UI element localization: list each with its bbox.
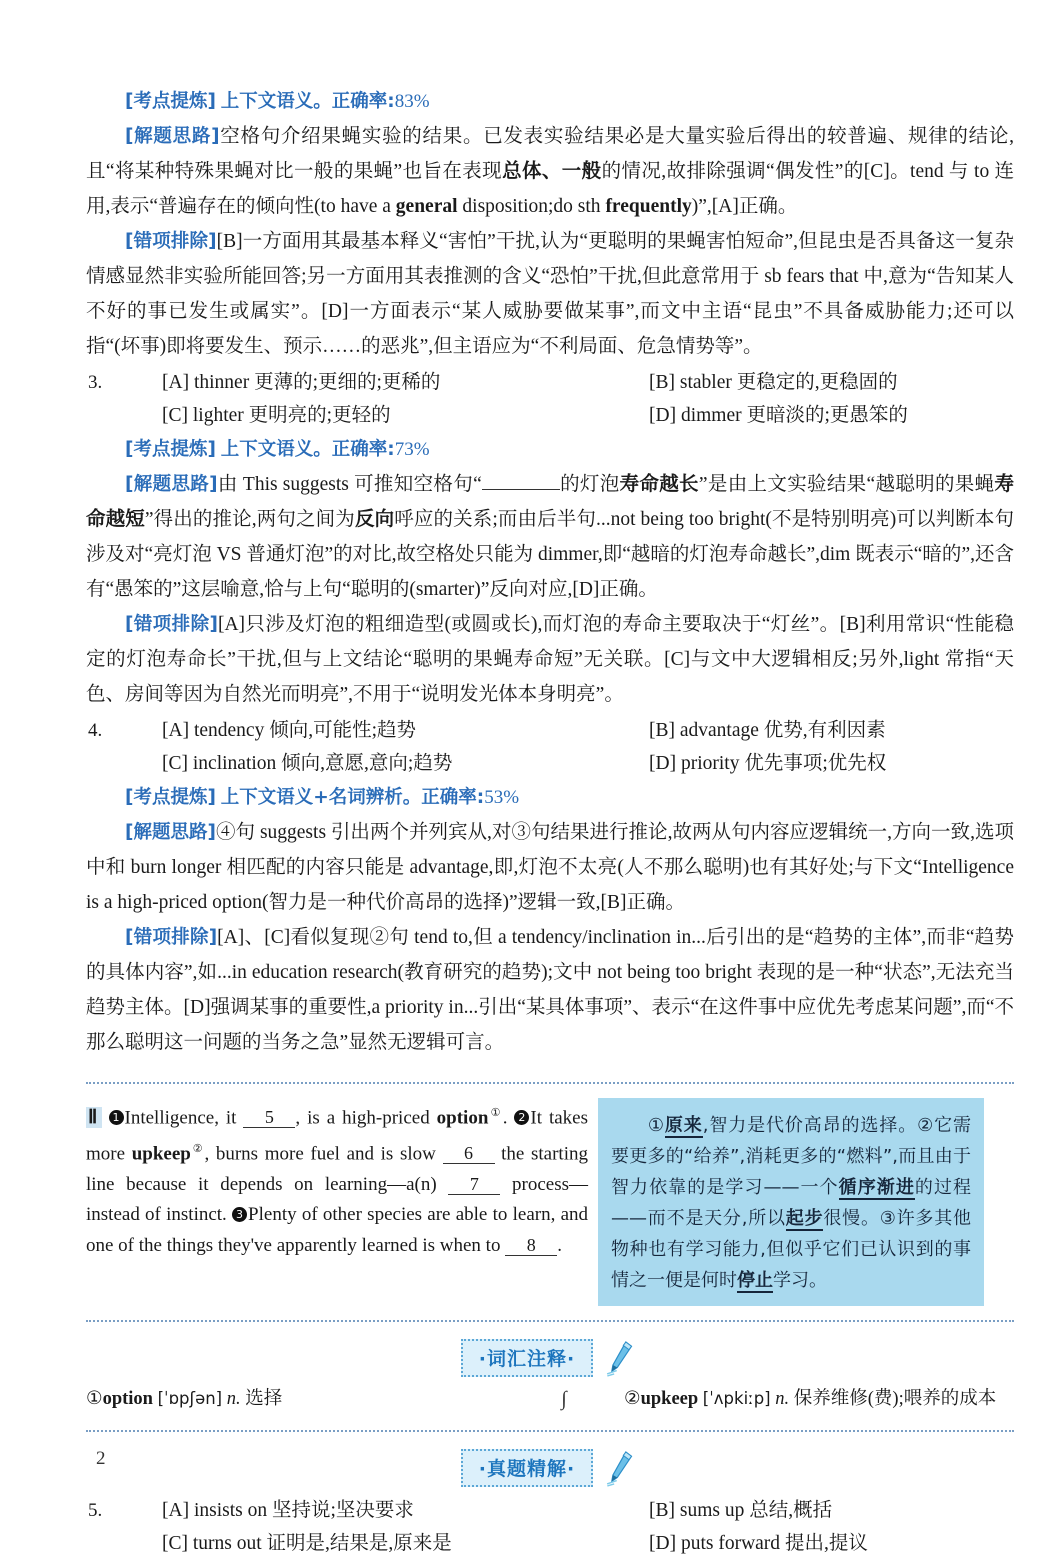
q4-option-row-1	[86, 714, 1014, 747]
q3-cuoxiang-paragraph	[86, 607, 1014, 712]
jieti-label: [解题思路]	[125, 474, 218, 495]
vocab-pos: n.	[775, 1389, 790, 1409]
option-gloss: 倾向,意愿,意向;趋势	[281, 753, 453, 774]
passage-sent2-c: the starting line because it depends on learning—a(n)	[86, 1143, 588, 1195]
kaodian-label: [考点提炼]	[125, 91, 216, 112]
passage-sent2-a: It takes more	[86, 1107, 588, 1165]
jieti-text-4: )”,[A]正确。	[691, 196, 798, 217]
kaodian-rate: 83%	[394, 91, 430, 112]
jieti-bold-2: general	[395, 196, 458, 217]
option-gloss: 坚持说;坚决要求	[271, 1500, 414, 1521]
option-key: [D]	[649, 1533, 677, 1554]
cuoxiang-text: [A]只涉及灯泡的粗细造型(或圆或长),而灯泡的寿命主要取决于“灯丝”。[B]利用常识“性能稳定的灯泡寿命长”干扰,但与上文结论“聪明的果蝇寿命短”无关联。[C]与文中大逻辑相反;另外,light 常指“天色、房间等因为自然光而明亮”,不用于“说明发光体本身明亮”。	[86, 614, 1014, 705]
divider-before-exam	[86, 1430, 1014, 1432]
jieti-text-5: 呼应的关系;而由后半句...not being too bright(不是特别明亮)可以判断本句涉及对“亮灯泡 VS 普通灯泡”的对比,故空格处只能为 dimmer,即“越暗的灯泡寿命越长”,dim 既表示“暗的”,还含有“愚笨的”这层喻意,恰与上句“聪明的(smarter)”反向对应,[D]正确。	[86, 509, 1014, 600]
jieti-text-1: 由 This suggests 可推知空格句“	[217, 474, 482, 495]
vocab-badge-label: ·词汇注释·	[461, 1339, 593, 1377]
blank-6[interactable]: 6	[443, 1144, 495, 1164]
option-gloss: 更暗淡的;更愚笨的	[746, 405, 908, 426]
q2-jieti-paragraph	[86, 119, 1014, 224]
section-mark: Ⅱ	[88, 1107, 100, 1129]
vocab-word: upkeep	[640, 1389, 699, 1409]
kaodian-rate: 73%	[394, 439, 430, 460]
vocab-separator-mark: ∫	[561, 1388, 567, 1410]
vocab-word: option	[102, 1389, 153, 1409]
option-word: dimmer	[680, 405, 742, 426]
blank-8[interactable]: 8	[505, 1236, 557, 1256]
passage-sent1-b: , is a high-priced	[295, 1107, 437, 1129]
footnote-ref-1: ①	[488, 1107, 503, 1119]
option-word: insists on	[193, 1500, 268, 1521]
trans-seg-c: 的过程——而不是天分,所以	[611, 1177, 972, 1229]
jieti-text-3: disposition;do sth	[457, 196, 606, 217]
option-key: [C]	[162, 753, 188, 774]
cuoxiang-label: [错项排除]	[125, 927, 218, 948]
q5-option-row-1	[86, 1494, 1014, 1527]
sentence-marker-1: 1	[109, 1110, 124, 1125]
sentence-marker-3: 3	[232, 1207, 247, 1222]
passage-keyword-upkeep: upkeep	[131, 1143, 191, 1165]
passage-sent1-c: .	[502, 1107, 515, 1129]
exam-section-header	[86, 1448, 1014, 1488]
english-passage	[86, 1098, 598, 1261]
vocab-entry-1	[86, 1384, 556, 1414]
q3-option-d[interactable]	[567, 399, 1016, 432]
option-gloss: 证明是,结果是,原来是	[266, 1533, 452, 1554]
option-key: [A]	[162, 720, 190, 741]
q3-option-row-1	[86, 366, 1014, 399]
vocab-gloss: 保养维修(费);喂养的成本	[793, 1389, 997, 1409]
q3-option-row-2	[86, 399, 1014, 432]
vocab-num: ①	[86, 1389, 103, 1409]
option-gloss: 提出,提议	[784, 1533, 868, 1554]
pen-icon	[601, 1449, 639, 1487]
divider-before-vocab	[86, 1320, 1014, 1322]
option-gloss: 优先事项;优先权	[744, 753, 887, 774]
option-key: [C]	[162, 405, 188, 426]
option-gloss: 更薄的;更细的;更稀的	[254, 372, 441, 393]
vocab-list	[86, 1384, 1014, 1414]
option-key: [B]	[649, 1500, 675, 1521]
q3-option-c[interactable]	[122, 399, 567, 432]
question-4	[86, 714, 1014, 780]
jieti-bold-1: 总体、一般	[502, 161, 602, 182]
jieti-label: [解题思路]	[125, 126, 220, 147]
question-3	[86, 366, 1014, 432]
option-key: [A]	[162, 1500, 190, 1521]
jieti-bold-1: 寿命越长	[619, 474, 699, 495]
jieti-text-3: ”是由上文实验结果“越聪明的果蝇	[698, 474, 995, 495]
passage-sent2-d: process—instead of instinct.	[86, 1173, 589, 1226]
q4-kaodian-line	[86, 780, 1014, 815]
option-gloss: 总结,概括	[749, 1500, 833, 1521]
kaodian-label: [考点提炼]	[125, 787, 216, 808]
vocab-num: ②	[624, 1389, 641, 1409]
blank-5[interactable]: 5	[243, 1108, 295, 1128]
jieti-bold-2: 寿命越短	[86, 474, 1014, 530]
option-word: puts forward	[680, 1533, 781, 1554]
option-gloss: 优势,有利因素	[763, 720, 886, 741]
trans-seg-d: 很慢。③许多其他物种也有学习能力,但似乎它们已认识到的事情之一便是何时	[611, 1208, 972, 1291]
trans-bold-3: 起步	[785, 1208, 824, 1229]
q4-option-c[interactable]	[122, 747, 567, 780]
option-word: sums up	[679, 1500, 745, 1521]
divider-top	[86, 1082, 1014, 1084]
cuoxiang-label: [错项排除]	[125, 614, 218, 635]
option-gloss: 倾向,可能性;趋势	[269, 720, 417, 741]
q3-kaodian-line	[86, 432, 1014, 467]
passage-translation-row	[86, 1098, 1014, 1306]
option-word: stabler	[679, 372, 732, 393]
option-word: tendency	[193, 720, 265, 741]
jieti-text-4: ”得出的推论,两句之间为	[144, 509, 355, 530]
option-gloss: 更稳定的,更稳固的	[736, 372, 898, 393]
page-number: 2	[96, 1448, 106, 1469]
vocab-ipa: [ˈʌpkiːp]	[702, 1389, 771, 1408]
q5-option-b[interactable]	[567, 1494, 1016, 1527]
option-word: thinner	[193, 372, 250, 393]
q4-option-d[interactable]	[567, 747, 1016, 780]
vocab-entry-2	[572, 1384, 1042, 1414]
q2-cuoxiang-paragraph	[86, 224, 1014, 364]
option-gloss: 更明亮的;更轻的	[248, 405, 391, 426]
vocab-section-header	[86, 1338, 1014, 1378]
option-word: priority	[680, 753, 740, 774]
q4-option-row-2	[86, 747, 1014, 780]
jieti-label: [解题思路]	[125, 822, 216, 843]
chinese-translation-box	[598, 1098, 984, 1306]
trans-bold-2: 循序渐进	[838, 1177, 915, 1198]
kaodian-text: 上下文语义。正确率:	[220, 91, 395, 112]
option-key: [B]	[649, 372, 675, 393]
blank-7[interactable]: 7	[448, 1175, 500, 1195]
jieti-bold-3: frequently	[605, 196, 692, 217]
trans-bold-4: 停止	[737, 1270, 773, 1291]
q5-option-a[interactable]	[122, 1494, 567, 1527]
option-key: [A]	[162, 372, 190, 393]
passage-sent3-a: Plenty of other species are able to learn, and one of the things they've apparently learned is when to	[86, 1204, 588, 1256]
passage-keyword-option: option	[436, 1107, 489, 1129]
option-key: [C]	[162, 1533, 188, 1554]
jieti-text: ④句 suggests 引出两个并列宾从,对③句结果进行推论,故两从句内容应逻辑统一,方向一致,选项中和 burn longer 相匹配的内容只能是 advantage,即,灯泡不太亮(人不那么聪明)也有其好处;与下文“Intelligence is a high-priced option(智力是一种代价高昂的选择)”逻辑一致,[B]正确。	[86, 822, 1014, 913]
trans-seg-b: ,智力是代价高昂的选择。②它需要更多的“给养”,消耗更多的“燃料”,而且由于智力依靠的是学习——一个	[611, 1115, 972, 1198]
jieti-text-2: 的灯泡	[559, 474, 620, 495]
jieti-bold-3: 反向	[354, 509, 395, 530]
q4-cuoxiang-paragraph	[86, 920, 1014, 1060]
q3-option-a[interactable]	[122, 366, 567, 399]
q4-option-a[interactable]	[122, 714, 567, 747]
trans-seg-e: 学习。	[773, 1270, 827, 1291]
kaodian-rate: 53%	[484, 787, 520, 808]
jieti-text-2: 的情况,故排除强调“偶发性”的[C]。tend 与 to 连用,表示“普遍存在的倾向性(to have a	[86, 161, 1014, 217]
option-word: inclination	[192, 753, 277, 774]
q5-number: 5.	[88, 1500, 103, 1521]
option-word: advantage	[679, 720, 759, 741]
option-key: [B]	[649, 720, 675, 741]
footnote-ref-2: ②	[190, 1142, 205, 1155]
jieti-text-1: 空格句介绍果蝇实验的结果。已发表实验结果必是大量实验后得出的较普遍、规律的结论,且“将某种特殊果蝇对比一般的果蝇”也旨在表现	[86, 126, 1014, 182]
exam-badge-label: ·真题精解·	[461, 1449, 593, 1487]
vocab-gloss: 选择	[245, 1389, 283, 1409]
q2-kaodian-line	[86, 84, 1014, 119]
passage-sent3-b: .	[557, 1234, 562, 1256]
option-key: [D]	[649, 405, 677, 426]
q3-number: 3.	[88, 372, 103, 393]
vocab-ipa: [ˈɒpʃən]	[157, 1389, 223, 1408]
kaodian-text: 上下文语义。正确率:	[220, 439, 395, 460]
q4-option-b[interactable]	[567, 714, 1016, 747]
q4-jieti-paragraph	[86, 815, 1014, 920]
q3-jieti-paragraph	[86, 467, 1014, 607]
passage-sent2-b: , burns more fuel and is slow	[204, 1143, 443, 1165]
page-content	[86, 84, 1014, 1560]
option-word: lighter	[192, 405, 244, 426]
cuoxiang-label: [错项排除]	[125, 231, 217, 252]
passage-sent1-a: Intelligence, it	[124, 1107, 244, 1129]
inline-blank	[482, 489, 560, 490]
sentence-marker-2: 2	[514, 1110, 529, 1125]
question-5	[86, 1494, 1014, 1560]
option-key: [D]	[649, 753, 677, 774]
cuoxiang-text: [B]一方面用其最基本释义“害怕”干扰,认为“更聪明的果蝇害怕短命”,但昆虫是否具备这一复杂情感显然非实验所能回答;另一方面用其表推测的含义“恐怕”干扰,但此意常用于 sb fears that 中,意为“告知某人不好的事已发生或属实”。[D]一方面表示“某人威胁要做某事”,而文中主语“昆虫”不具备威胁能力;还可以指“(坏事)即将要发生、预示……的恶兆”,但主语应为“不利局面、危急情势等”。	[86, 231, 1014, 357]
cuoxiang-text: [A]、[C]看似复现②句 tend to,但 a tendency/inclination in...后引出的是“趋势的主体”,而非“趋势的具体内容”,如...in education research(教育研究的趋势);文中 not being too bright 表现的是一种“状态”,无法充当趋势主体。[D]强调某事的重要性,a priority in...引出“某具体事项”、表示“在这件事中应优先考虑某问题”,而“不那么聪明这一问题的当务之急”显然无逻辑可言。	[86, 927, 1014, 1053]
trans-seg-a: ①	[647, 1115, 665, 1136]
option-word: turns out	[192, 1533, 262, 1554]
kaodian-text: 上下文语义+名词辨析。正确率:	[220, 787, 485, 808]
pen-icon	[601, 1339, 639, 1377]
q4-number: 4.	[88, 720, 103, 741]
q3-option-b[interactable]	[567, 366, 1016, 399]
trans-bold-1: 原来	[664, 1115, 703, 1136]
kaodian-label: [考点提炼]	[125, 439, 216, 460]
vocab-pos: n.	[226, 1389, 241, 1409]
